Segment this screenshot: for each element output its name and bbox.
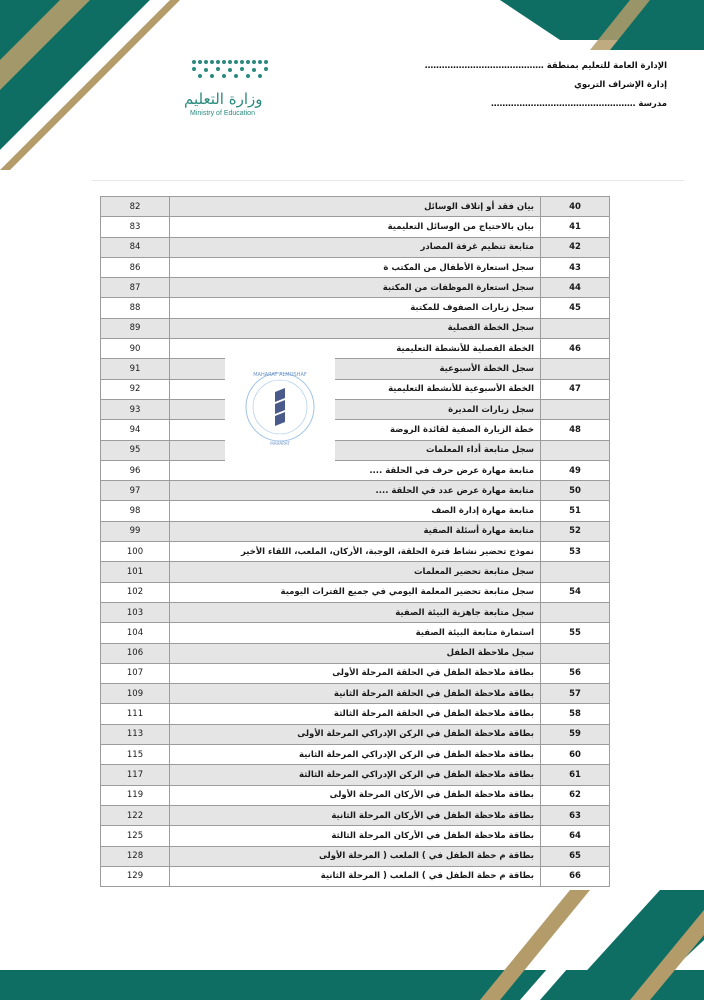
table-row [101,339,610,359]
watermark-stamp [225,352,335,462]
row-title: الخطة الأسبوعية للأنشطة التعليمية [170,379,541,399]
row-page-number: 92 [101,379,170,399]
row-page-number: 117 [101,765,170,785]
row-number: 42 [541,237,610,257]
row-title: الخطة الفصلية للأنشطة التعليمية [170,339,541,359]
row-page-number: 113 [101,724,170,744]
table-row [101,501,610,521]
table-row [101,460,610,480]
row-title: بطاقة ملاحظة الطفل في الحلقة المرحلة الثالثة [170,704,541,724]
row-title: سجل متابعة تحضير المعلمة اليومي في جميع الفترات اليومية [170,582,541,602]
row-title: سجل استعارة الموظفات من المكتبة [170,278,541,298]
table-row [101,521,610,541]
table-row [101,542,610,562]
row-title: سجل متابعة تحضير المعلمات [170,562,541,582]
row-number: 66 [541,866,610,886]
row-number: 62 [541,785,610,805]
row-number: 58 [541,704,610,724]
table-row [101,197,610,217]
row-page-number: 128 [101,846,170,866]
row-page-number: 87 [101,278,170,298]
header-school-line: مدرسة …………………………………………… [490,99,667,109]
row-title: بطاقة م حظة الطفل في ) الملعب ( المرحلة الأولى [170,846,541,866]
row-page-number: 95 [101,440,170,460]
row-number [541,440,610,460]
table-row [101,582,610,602]
row-number: 48 [541,420,610,440]
row-number: 61 [541,765,610,785]
row-page-number: 107 [101,663,170,683]
row-page-number: 129 [101,866,170,886]
row-page-number: 97 [101,481,170,501]
row-page-number: 103 [101,602,170,622]
row-page-number: 96 [101,460,170,480]
row-number: 53 [541,542,610,562]
row-title: متابعة مهارة إدارة الصف [170,501,541,521]
row-title: بيان فقد أو إتلاف الوسائل [170,197,541,217]
table-row [101,420,610,440]
row-page-number: 109 [101,684,170,704]
row-number: 49 [541,460,610,480]
row-page-number: 89 [101,318,170,338]
header-region-line: الإدارة العامة للتعليم بمنطقة …………………………………… [424,61,667,71]
row-number: 64 [541,826,610,846]
row-title: سجل زيارات الصفوف للمكتبة [170,298,541,318]
logo-arabic-text: وزارة التعليم [184,90,263,108]
stamp-top-text: MAHARAT ALMOSHAF [253,372,307,378]
row-title: خطة الزيارة الصفية لقائدة الروضة [170,420,541,440]
table-row [101,704,610,724]
row-number [541,359,610,379]
row-number [541,643,610,663]
table-row [101,602,610,622]
row-page-number: 82 [101,197,170,217]
row-page-number: 115 [101,745,170,765]
row-number [541,602,610,622]
row-number: 51 [541,501,610,521]
bottom-decoration [0,880,704,1000]
row-page-number: 94 [101,420,170,440]
row-title: بطاقة ملاحظة الطفل في الأركان المرحلة الأولى [170,785,541,805]
row-number: 65 [541,846,610,866]
row-number: 45 [541,298,610,318]
row-number: 41 [541,217,610,237]
row-title: سجل متابعة جاهزية البيئة الصفية [170,602,541,622]
row-page-number: 100 [101,542,170,562]
row-number: 50 [541,481,610,501]
row-title: سجل الخطة الفصلية [170,318,541,338]
table-row [101,318,610,338]
row-title: بطاقة ملاحظة الطفل في الأركان المرحلة الثانية [170,805,541,825]
row-title: بيان بالاحتياج من الوسائل التعليمية [170,217,541,237]
row-number: 44 [541,278,610,298]
row-number: 57 [541,684,610,704]
row-title: بطاقة ملاحظة الطفل في الأركان المرحلة الثالثة [170,826,541,846]
table-row [101,359,610,379]
table-row [101,826,610,846]
row-title: سجل الخطة الأسبوعية [170,359,541,379]
table-row [101,237,610,257]
row-number: 55 [541,623,610,643]
header-supervision-line: إدارة الإشراف التربوي [574,80,667,90]
logo-english-text: Ministry of Education [190,110,255,117]
row-title: بطاقة ملاحظة الطفل في الحلقة المرحلة الثانية [170,684,541,704]
logo-dots-icon [180,56,280,88]
table-row [101,257,610,277]
table-row [101,481,610,501]
ministry-logo [180,56,280,126]
table-row [101,440,610,460]
row-title: سجل متابعة أداء المعلمات [170,440,541,460]
row-page-number: 83 [101,217,170,237]
row-title: بطاقة ملاحظة الطفل في الركن الإدراكي المرحلة الأولى [170,724,541,744]
table-row [101,684,610,704]
row-page-number: 91 [101,359,170,379]
row-number: 63 [541,805,610,825]
row-number: 46 [541,339,610,359]
row-title: بطاقة ملاحظة الطفل في الحلقة المرحلة الأولى [170,663,541,683]
row-title: نموذج تحضير نشاط فترة الحلقة، الوجبة، الأركان، الملعب، اللقاء الأخير [170,542,541,562]
row-title: بطاقة ملاحظة الطفل في الركن الإدراكي المرحلة الثانية [170,745,541,765]
row-title: استمارة متابعة البيئة الصفية [170,623,541,643]
contents-table-body [101,197,610,887]
row-number: 43 [541,257,610,277]
row-page-number: 101 [101,562,170,582]
row-number: 60 [541,745,610,765]
row-title: متابعة مهارة عرض حرف في الحلقة .... [170,460,541,480]
stamp-seal-icon [225,352,335,462]
row-number: 59 [541,724,610,744]
table-row [101,623,610,643]
table-row [101,663,610,683]
top-left-decoration [0,0,180,170]
header-info [402,55,687,113]
top-right-decoration [500,0,704,60]
header-divider [92,180,684,181]
table-row [101,399,610,419]
row-number [541,399,610,419]
row-number: 56 [541,663,610,683]
row-title: متابعة مهارة أسئلة الصفية [170,521,541,541]
row-title: متابعة تنظيم غرفة المصادر [170,237,541,257]
row-number [541,318,610,338]
contents-table [100,196,610,887]
table-row [101,745,610,765]
row-number: 52 [541,521,610,541]
stamp-bottom-text: MAHARAT [270,441,290,446]
row-page-number: 88 [101,298,170,318]
table-row [101,866,610,886]
row-number: 54 [541,582,610,602]
row-title: سجل زيارات المديرة [170,399,541,419]
table-row [101,846,610,866]
row-page-number: 125 [101,826,170,846]
row-page-number: 106 [101,643,170,663]
row-title: بطاقة ملاحظة الطفل في الركن الإدراكي المرحلة الثالثة [170,765,541,785]
row-page-number: 119 [101,785,170,805]
row-page-number: 104 [101,623,170,643]
row-page-number: 102 [101,582,170,602]
table-row [101,278,610,298]
row-page-number: 93 [101,399,170,419]
table-row [101,785,610,805]
row-title: متابعة مهارة عرض عدد في الحلقة .... [170,481,541,501]
table-row [101,643,610,663]
row-number [541,562,610,582]
row-number: 47 [541,379,610,399]
row-page-number: 99 [101,521,170,541]
row-page-number: 86 [101,257,170,277]
table-row [101,562,610,582]
table-row [101,379,610,399]
table-row [101,724,610,744]
table-row [101,765,610,785]
row-page-number: 111 [101,704,170,724]
table-row [101,217,610,237]
table-row [101,298,610,318]
row-page-number: 84 [101,237,170,257]
row-page-number: 90 [101,339,170,359]
row-page-number: 98 [101,501,170,521]
row-title: سجل ملاحظة الطفل [170,643,541,663]
row-page-number: 122 [101,805,170,825]
row-title: بطاقة م حظة الطفل في ) الملعب ( المرحلة الثانية [170,866,541,886]
row-title: سجل استعارة الأطفال من المكتب ة [170,257,541,277]
row-number: 40 [541,197,610,217]
table-row [101,805,610,825]
